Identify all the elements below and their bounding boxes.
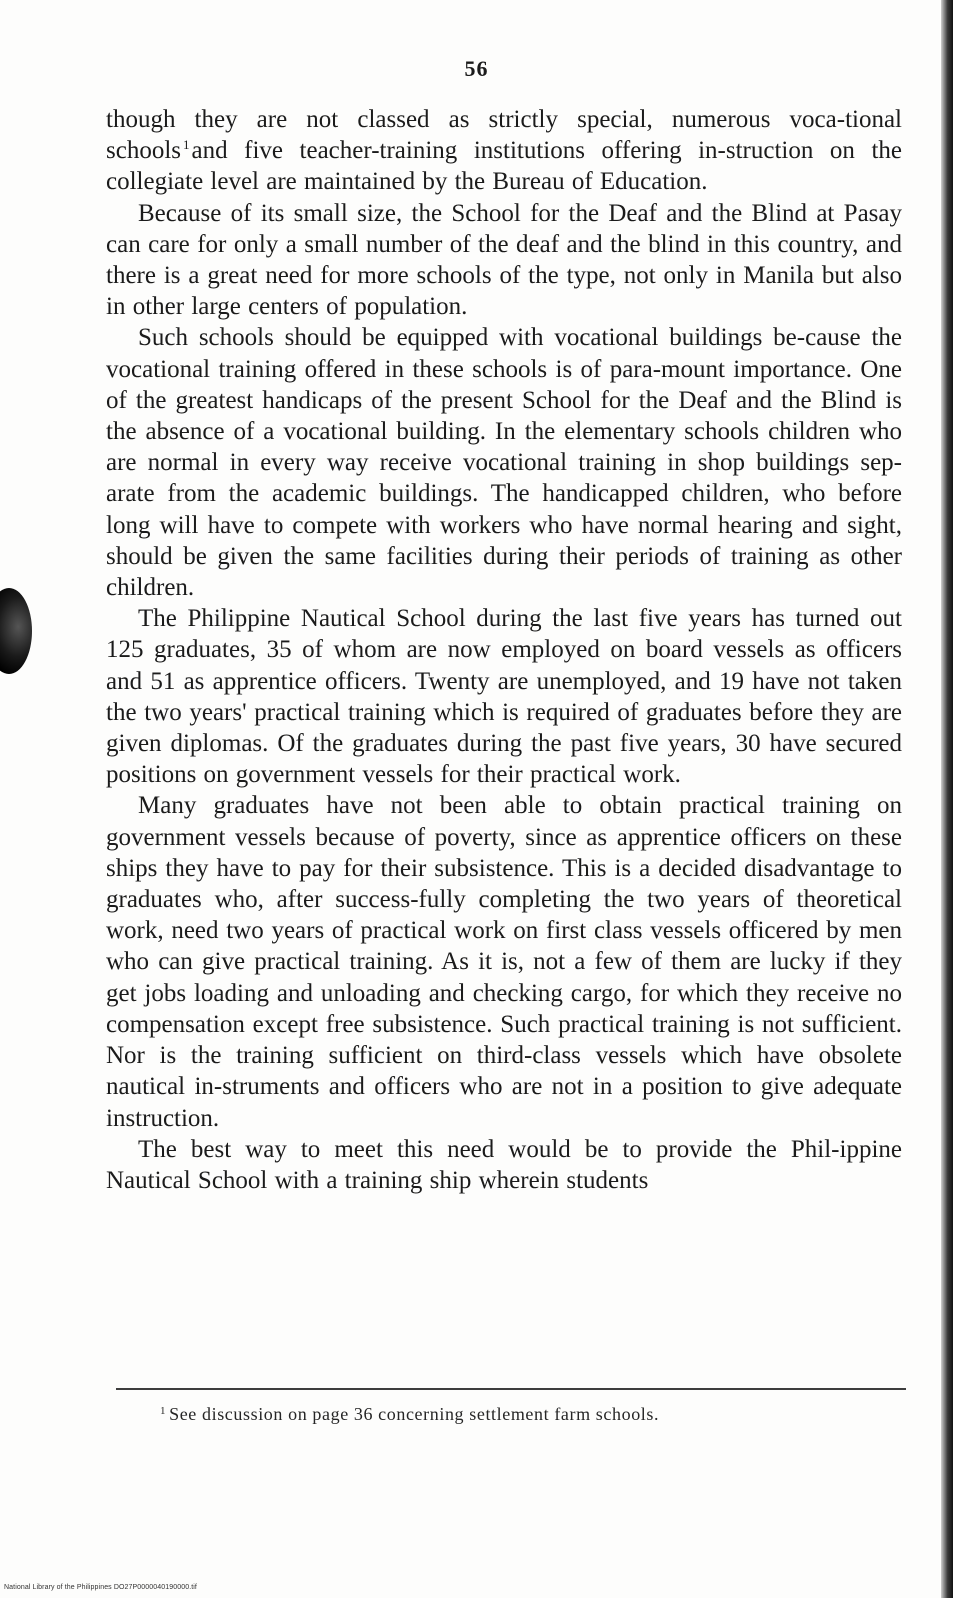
page-number: 56	[464, 56, 489, 81]
body-text	[106, 104, 902, 1196]
footnote	[160, 1404, 900, 1425]
paragraph-3: Such schools should be equipped with vocational buildings be-cause the vocational training offered in these schools is of para-mount importance. One of the greatest handicaps of the present School for the Deaf and the Blind is the absence of a vocational building. In the elementary schools children who are normal in every way receive vocational training in shop buildings sep-arate from the academic buildings. The handicapped children, who before long will have to compete with workers who have normal hearing and sight, should be given the same facilities during their periods of training as other children.	[106, 324, 902, 602]
paragraph-6: The best way to meet this need would be to provide the Phil-ippine Nautical School with a training ship wherein students	[106, 1135, 902, 1194]
footnote-divider	[116, 1388, 906, 1390]
book-binding-edge	[941, 0, 953, 1598]
footnote-mark: 1	[160, 1405, 167, 1417]
archive-stamp: National Library of the Philippines DO27P0000040190000.tif	[4, 1584, 197, 1591]
paragraph-1	[106, 104, 902, 198]
paragraph-1-text-a: though they are not classed as strictly special, numerous voca-tional schools	[106, 106, 902, 165]
paragraph-2: Because of its small size, the School for the Deaf and the Blind at Pasay can care for only a small number of the deaf and the blind in this country, and there is a great need for more schools of the type, not only in Manila but also in other large centers of population.	[106, 199, 902, 321]
footnote-text: See discussion on page 36 concerning settlement farm schools.	[169, 1404, 660, 1424]
scanner-thumb-shadow	[0, 588, 32, 674]
paragraph-1-text-b: and five teacher-training institutions offering in-struction on the collegiate level are maintained by the Bureau of Education.	[106, 137, 902, 196]
paragraph-4: The Philippine Nautical School during the last five years has turned out 125 graduates, 35 of whom are now employed on board vessels as officers and 51 as apprentice officers. Twenty are unemployed, and 19 have not taken the two years' practical training which is required of graduates before they are given diplomas. Of the graduates during the past five years, 30 have secured positions on government vessels for their practical work.	[106, 605, 902, 789]
paragraph-5: Many graduates have not been able to obtain practical training on government vessels because of poverty, since as apprentice officers on these ships they have to pay for their subsistence. This is a decided disadvantage to graduates who, after success-fully completing the two years of theoretical work, need two years of practical work on first class vessels officered by men who can give practical training. As it is, not a few of them are lucky if they get jobs loading and unloading and checking cargo, for which they receive no compensation except free subsistence. Such practical training is not sufficient. Nor is the training sufficient on third-class vessels which have obsolete nautical in-struments and officers who are not in a position to give adequate instruction.	[106, 792, 902, 1132]
footnote-reference: 1	[183, 137, 190, 153]
